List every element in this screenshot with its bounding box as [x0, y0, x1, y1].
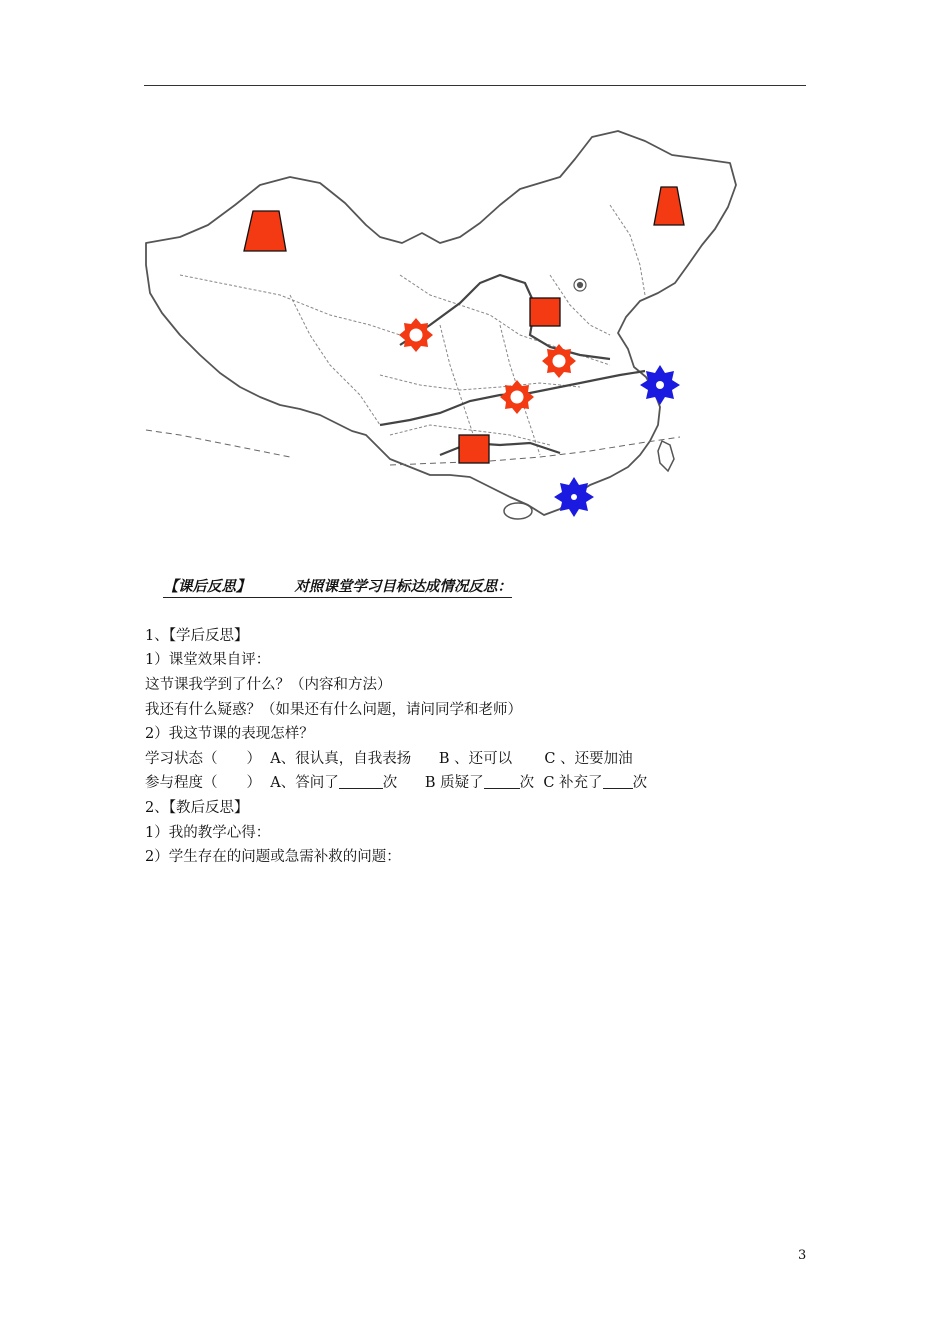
star-marker-south: [554, 477, 594, 517]
self-evaluation-item: 1）课堂效果自评：: [145, 652, 271, 669]
star-marker-east: [640, 365, 680, 405]
gear-marker-central: [500, 380, 534, 414]
status-label: 学习状态（ ）: [145, 750, 261, 767]
question-doubts: 我还有什么疑惑？（如果还有什么问题，请问同学和老师）: [145, 701, 522, 718]
questioned-blank[interactable]: [484, 773, 520, 789]
islands: [504, 441, 674, 519]
participation-line: [145, 771, 785, 796]
header-rule: [144, 85, 806, 86]
status-option-c: C 、还要加油: [544, 750, 633, 767]
reflection-heading: [145, 550, 785, 624]
trapezoid-marker-west: [244, 211, 286, 251]
answered-prefix: A、答问了: [270, 775, 339, 792]
reflection-heading-text: 对照课堂学习目标达成情况反思：: [294, 577, 512, 595]
trapezoid-marker-northeast: [654, 187, 684, 225]
gear-marker-west: [399, 318, 433, 352]
teaching-insight-item: 1）我的教学心得：: [145, 824, 271, 841]
learning-status-line: [145, 747, 785, 772]
section-teaching-reflection: 2、【教后反思】: [145, 799, 249, 816]
supplemented-suffix: 次: [632, 775, 648, 792]
answered-suffix: 次: [382, 775, 398, 792]
questioned-prefix: B 质疑了: [424, 775, 484, 792]
square-marker-south: [459, 435, 489, 463]
section-learning-reflection: 1、【学后反思】: [145, 627, 249, 644]
participation-label: 参与程度（ ）: [145, 775, 261, 792]
performance-item: 2）我这节课的表现怎样？: [145, 726, 314, 743]
reflection-section: [145, 550, 785, 870]
square-marker-north: [530, 298, 560, 326]
capital-marker: [574, 279, 586, 291]
boundary-dashes: [146, 430, 680, 465]
reflection-heading-label: 【课后反思】: [163, 577, 251, 595]
student-problems-item: 2）学生存在的问题或急需补救的问题：: [145, 849, 401, 866]
gear-marker-central-north: [542, 344, 576, 378]
supplemented-prefix: C 补充了: [543, 775, 603, 792]
status-option-a: A、很认真，自我表扬: [270, 750, 412, 767]
questioned-suffix: 次: [519, 775, 535, 792]
answered-blank[interactable]: [339, 773, 383, 789]
status-option-b: B 、还可以: [438, 750, 513, 767]
supplemented-blank[interactable]: [603, 773, 633, 789]
map-outline: [146, 131, 736, 515]
question-learned: 这节课我学到了什么？（内容和方法）: [145, 676, 392, 693]
page-number: 3: [798, 1248, 807, 1263]
china-map: [140, 125, 750, 555]
